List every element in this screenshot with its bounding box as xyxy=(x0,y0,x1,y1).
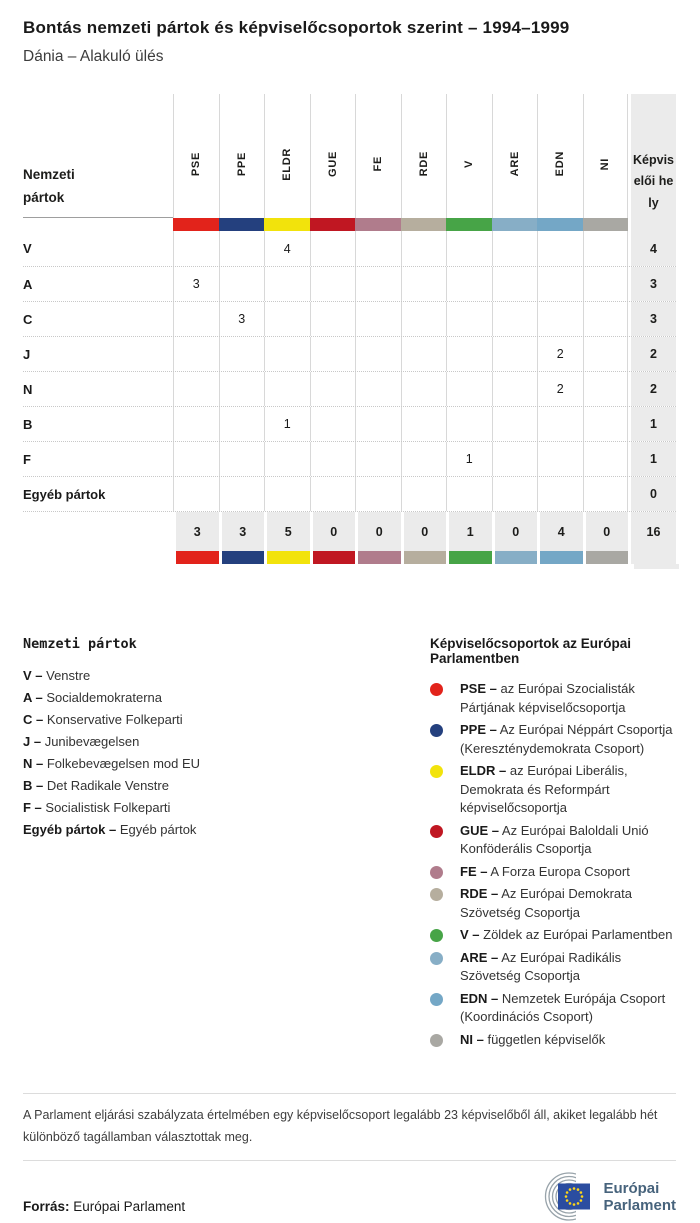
seat-cell xyxy=(219,337,265,371)
column-total: 3 xyxy=(219,512,265,551)
group-color-dot xyxy=(430,993,443,1006)
group-column-header: PPE xyxy=(219,94,265,218)
group-legend-item xyxy=(430,1031,676,1050)
seat-cell xyxy=(173,372,219,406)
table-row xyxy=(23,336,676,371)
page-title: Bontás nemzeti pártok és képviselőcsoportok szerint – 1994–1999 xyxy=(23,18,570,37)
seat-cell xyxy=(173,407,219,441)
seat-cell xyxy=(583,267,629,301)
row-total: 4 xyxy=(631,231,676,266)
seat-cell xyxy=(492,337,538,371)
column-total: 3 xyxy=(173,512,219,551)
group-legend-item xyxy=(430,822,676,859)
group-color-bar xyxy=(583,551,629,564)
seat-cell xyxy=(219,267,265,301)
logo-wordmark xyxy=(603,1180,676,1214)
parliament-hemicycle-icon xyxy=(529,1171,595,1223)
seat-cell xyxy=(219,442,265,476)
group-column-header: ARE xyxy=(492,94,538,218)
party-legend-item: V – Venstre xyxy=(23,668,91,683)
table-row xyxy=(23,371,676,406)
seat-cell xyxy=(492,442,538,476)
seat-cell xyxy=(537,442,583,476)
seat-cell xyxy=(355,302,401,336)
group-color-bar xyxy=(173,551,219,564)
seat-cell xyxy=(219,477,265,511)
seat-cell xyxy=(492,231,538,266)
source-row xyxy=(23,1171,676,1223)
group-color-dot xyxy=(430,765,443,778)
group-color-bar xyxy=(310,551,356,564)
group-column-header: RDE xyxy=(401,94,447,218)
seat-cell xyxy=(355,337,401,371)
national-parties-legend xyxy=(23,636,430,1053)
seat-cell xyxy=(401,372,447,406)
group-color-dot xyxy=(430,825,443,838)
row-party-label: V xyxy=(23,241,32,256)
table-header-row xyxy=(23,94,676,218)
totals-color-bar-row xyxy=(23,551,676,564)
row-total: 3 xyxy=(631,267,676,301)
seat-cell xyxy=(446,477,492,511)
seat-cell xyxy=(492,477,538,511)
table-row xyxy=(23,266,676,301)
group-column-header: GUE xyxy=(310,94,356,218)
group-color-dot xyxy=(430,929,443,942)
seat-cell xyxy=(492,267,538,301)
row-party-label: A xyxy=(23,276,33,292)
group-legend-text: PPE – Az Európai Néppárt Csoportja (Kereszténydemokrata Csoport) xyxy=(460,722,673,756)
seat-cell xyxy=(173,477,219,511)
seat-cell xyxy=(492,302,538,336)
group-color-dot xyxy=(430,866,443,879)
seat-cell xyxy=(355,372,401,406)
grand-total: 16 xyxy=(631,512,676,551)
seat-cell xyxy=(537,477,583,511)
group-color-bar xyxy=(355,551,401,564)
european-parliament-logo xyxy=(529,1171,676,1223)
group-color-bar xyxy=(446,551,492,564)
legends-section xyxy=(23,636,676,1053)
group-legend-text: RDE – Az Európai Demokrata Szövetség Csoportja xyxy=(460,886,632,920)
seat-cell xyxy=(310,231,356,266)
seat-cell xyxy=(446,302,492,336)
group-legend-item xyxy=(430,863,676,882)
row-total: 2 xyxy=(631,372,676,406)
national-parties-legend-list xyxy=(23,665,430,841)
group-color-bar xyxy=(219,551,265,564)
seat-cell xyxy=(583,337,629,371)
seat-cell xyxy=(583,477,629,511)
seat-cell xyxy=(446,231,492,266)
row-party-label: B xyxy=(23,416,33,432)
seat-cell xyxy=(310,372,356,406)
seat-cell xyxy=(264,302,310,336)
seat-cell: 2 xyxy=(537,372,583,406)
group-legend-item xyxy=(430,680,676,717)
row-party-label: C xyxy=(23,311,33,327)
source-value: Európai Parlament xyxy=(73,1198,186,1214)
group-color-dot xyxy=(430,683,443,696)
table-tail-row xyxy=(23,564,676,569)
table-row xyxy=(23,231,676,266)
totals-row xyxy=(23,511,676,551)
group-legend-text: ARE – Az Európai Radikális Szövetség Csoportja xyxy=(460,949,622,983)
seat-cell xyxy=(310,407,356,441)
row-party-label: N xyxy=(23,381,33,397)
party-legend-item: Egyéb pártok – Egyéb pártok xyxy=(23,822,197,837)
table-row xyxy=(23,476,676,511)
column-total: 5 xyxy=(264,512,310,551)
seat-cell xyxy=(446,267,492,301)
seat-cell xyxy=(401,267,447,301)
seat-cell xyxy=(446,407,492,441)
seat-cell xyxy=(583,302,629,336)
seat-cell xyxy=(219,231,265,266)
seat-cell: 3 xyxy=(219,302,265,336)
column-total: 0 xyxy=(401,512,447,551)
logo-line-2: Parlament xyxy=(603,1197,676,1214)
national-parties-legend-title: Nemzeti pártok xyxy=(23,636,137,652)
group-color-bar xyxy=(492,551,538,564)
seat-cell xyxy=(537,231,583,266)
seats-column-bg xyxy=(631,218,676,231)
party-legend-item: F – Socialistisk Folkeparti xyxy=(23,800,171,815)
group-legend-text: FE – A Forza Europa Csoport xyxy=(460,863,630,879)
group-color-bar xyxy=(446,218,492,231)
seat-cell xyxy=(492,372,538,406)
seat-cell xyxy=(310,337,356,371)
column-total: 0 xyxy=(583,512,629,551)
table-row xyxy=(23,441,676,476)
column-total: 0 xyxy=(492,512,538,551)
seat-cell xyxy=(173,302,219,336)
group-legend-text: EDN – Nemzetek Európája Csoport (Koordinációs Csoport) xyxy=(460,990,666,1024)
row-total: 3 xyxy=(631,302,676,336)
seat-cell xyxy=(173,442,219,476)
seat-cell xyxy=(401,231,447,266)
group-legend-text: ELDR – az Európai Liberális, Demokrata és Reformpárt képviselőcsoportja xyxy=(460,763,628,815)
group-color-bar xyxy=(401,218,447,231)
group-legend-text: GUE – Az Európai Baloldali Unió Konföderális Csoportja xyxy=(460,822,649,856)
group-legend-text: NI – független képviselők xyxy=(460,1031,606,1047)
source-text xyxy=(23,1181,185,1214)
group-color-bar xyxy=(401,551,447,564)
group-column-header: EDN xyxy=(537,94,583,218)
political-groups-legend-list xyxy=(430,680,676,1049)
political-groups-legend xyxy=(430,636,676,1053)
row-total: 0 xyxy=(631,477,676,511)
seat-cell xyxy=(355,477,401,511)
seats-column-bg xyxy=(631,551,676,564)
seats-column-bg xyxy=(634,564,679,569)
seat-cell: 1 xyxy=(264,407,310,441)
group-legend-item xyxy=(430,949,676,986)
group-column-header: ELDR xyxy=(264,94,310,218)
row-total: 1 xyxy=(631,407,676,441)
seat-cell xyxy=(355,267,401,301)
political-groups-legend-title: Képviselőcsoportok az Európai Parlamentben xyxy=(430,636,632,666)
party-legend-item: B – Det Radikale Venstre xyxy=(23,778,169,793)
divider-bottom xyxy=(23,1160,676,1161)
seat-cell xyxy=(173,231,219,266)
seat-cell xyxy=(583,372,629,406)
seat-cell xyxy=(401,302,447,336)
group-color-bar xyxy=(537,551,583,564)
page-subtitle: Dánia – Alakuló ülés xyxy=(23,48,164,65)
source-label: Forrás: xyxy=(23,1198,70,1214)
footnote-text: A Parlament eljárási szabályzata értelmében egy képviselőcsoport legalább 23 képviselőből áll, akiket legalább hét különböző tagállamban választottak meg. xyxy=(23,1108,658,1144)
seat-cell xyxy=(446,372,492,406)
seat-cell xyxy=(173,337,219,371)
seat-cell: 4 xyxy=(264,231,310,266)
party-legend-item: A – Socialdemokraterna xyxy=(23,690,162,705)
group-legend-item xyxy=(430,721,676,758)
seat-cell xyxy=(264,372,310,406)
seat-cell xyxy=(537,267,583,301)
group-legend-item xyxy=(430,926,676,945)
group-color-dot xyxy=(430,952,443,965)
seat-cell xyxy=(355,231,401,266)
row-total: 1 xyxy=(631,442,676,476)
seat-cell xyxy=(264,477,310,511)
group-legend-text: V – Zöldek az Európai Parlamentben xyxy=(460,927,673,942)
group-color-bar xyxy=(537,218,583,231)
party-group-table xyxy=(23,94,676,569)
group-color-bar xyxy=(264,218,310,231)
seat-cell xyxy=(583,442,629,476)
column-total: 4 xyxy=(537,512,583,551)
seat-cell xyxy=(401,337,447,371)
seat-cell: 2 xyxy=(537,337,583,371)
row-party-label: J xyxy=(23,346,31,362)
corner-label: Nemzeti pártok xyxy=(23,94,173,218)
seat-cell: 3 xyxy=(173,267,219,301)
seat-cell xyxy=(219,372,265,406)
seat-cell xyxy=(264,267,310,301)
table-row xyxy=(23,406,676,441)
seat-cell xyxy=(401,407,447,441)
row-party-label: Egyéb pártok xyxy=(23,486,106,502)
row-total: 2 xyxy=(631,337,676,371)
logo-line-1: Európai xyxy=(603,1180,660,1197)
group-color-bar xyxy=(492,218,538,231)
party-legend-item: C – Konservative Folkeparti xyxy=(23,712,183,727)
group-color-bar xyxy=(583,218,629,231)
group-legend-text: PSE – az Európai Szocialisták Pártjának képviselőcsoportja xyxy=(460,681,635,715)
column-total: 0 xyxy=(355,512,401,551)
seat-cell xyxy=(401,477,447,511)
group-legend-item xyxy=(430,885,676,922)
party-legend-item: N – Folkebevægelsen mod EU xyxy=(23,756,201,771)
group-column-header: V xyxy=(446,94,492,218)
group-color-bar-row xyxy=(23,218,676,231)
group-column-header: PSE xyxy=(173,94,219,218)
row-party-label: F xyxy=(23,451,31,467)
group-column-header: FE xyxy=(355,94,401,218)
group-color-bar xyxy=(264,551,310,564)
seat-cell xyxy=(401,442,447,476)
seats-column-header: Képviselői hely xyxy=(631,94,676,218)
seat-cell xyxy=(355,442,401,476)
table-row xyxy=(23,301,676,336)
group-color-bar xyxy=(310,218,356,231)
group-color-bar xyxy=(173,218,219,231)
seat-cell: 1 xyxy=(446,442,492,476)
group-color-bar xyxy=(219,218,265,231)
group-color-dot xyxy=(430,1034,443,1047)
seat-cell xyxy=(537,302,583,336)
party-legend-item: J – Junibevægelsen xyxy=(23,734,140,749)
seat-cell xyxy=(310,477,356,511)
seat-cell xyxy=(264,337,310,371)
seat-cell xyxy=(583,231,629,266)
group-column-header: NI xyxy=(583,94,629,218)
group-legend-item xyxy=(430,990,676,1027)
seat-cell xyxy=(446,337,492,371)
group-color-dot xyxy=(430,724,443,737)
seat-cell xyxy=(583,407,629,441)
seat-cell xyxy=(310,267,356,301)
seat-cell xyxy=(537,407,583,441)
column-total: 0 xyxy=(310,512,356,551)
seat-cell xyxy=(492,407,538,441)
seat-cell xyxy=(355,407,401,441)
group-color-dot xyxy=(430,888,443,901)
group-color-bar xyxy=(355,218,401,231)
seat-cell xyxy=(310,302,356,336)
seat-cell xyxy=(219,407,265,441)
seat-cell xyxy=(310,442,356,476)
seat-cell xyxy=(264,442,310,476)
group-legend-item xyxy=(430,762,676,818)
column-total: 1 xyxy=(446,512,492,551)
